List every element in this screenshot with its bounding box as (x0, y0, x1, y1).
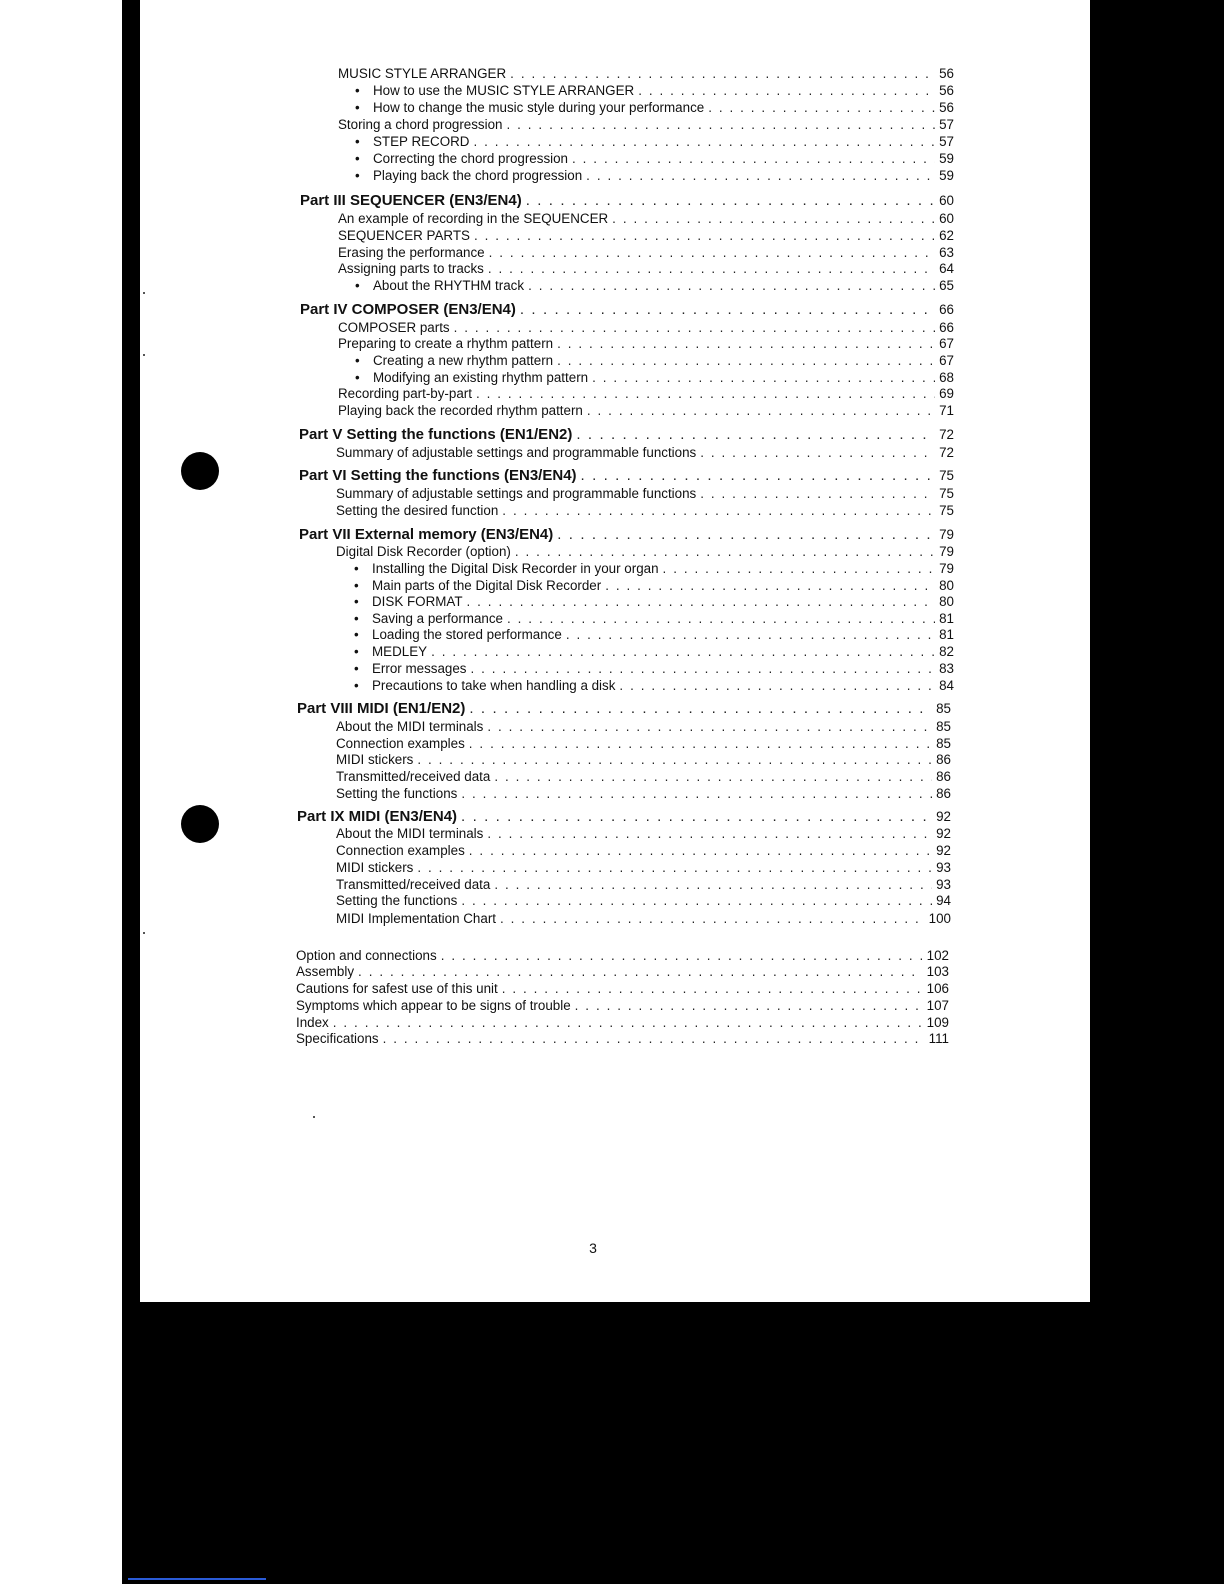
bullet-icon: • (354, 611, 359, 626)
toc-entry-page: 100 (928, 911, 951, 926)
toc-entry-text: MIDI stickers (336, 752, 414, 767)
toc-entry-title (338, 261, 484, 277)
toc-entry-title (338, 386, 472, 402)
toc-entry-text: Transmitted/received data (336, 877, 491, 892)
scan-border-bottom (122, 1302, 1090, 1584)
dot-leader (572, 151, 935, 167)
toc-entry-text: Specifications (296, 1031, 379, 1046)
bullet-icon: • (355, 353, 360, 368)
toc-entry-page: 79 (939, 527, 954, 542)
toc-entry-text: Setting the desired function (336, 503, 499, 518)
toc-entry-text: Main parts of the Digital Disk Recorder (372, 578, 602, 593)
toc-entry-title (336, 736, 465, 752)
toc-entry-text: MUSIC STYLE ARRANGER (338, 66, 507, 81)
toc-bullet-entry[interactable] (355, 134, 954, 150)
toc-entry-page: 85 (936, 701, 951, 716)
toc-entry-page: 66 (939, 320, 954, 335)
toc-entry-text: Summary of adjustable settings and programmable functions (336, 486, 697, 501)
bullet-icon: • (354, 661, 359, 676)
toc-entry-text: Correcting the chord progression (373, 151, 569, 166)
toc-bullet-entry[interactable] (355, 168, 954, 184)
toc-entry-text: MIDI Implementation Chart (336, 911, 497, 926)
dot-leader (708, 100, 935, 116)
toc-entry[interactable] (338, 117, 954, 133)
dot-leader (500, 911, 925, 927)
toc-entry-text: How to use the MUSIC STYLE ARRANGER (373, 83, 635, 98)
toc-bullet-entry[interactable] (354, 561, 954, 577)
toc-entry-page: 107 (926, 998, 949, 1013)
toc-entry-title (355, 151, 568, 167)
toc-entry[interactable] (296, 981, 949, 997)
toc-entry-title (336, 544, 511, 560)
toc-entry-text: Part III SEQUENCER (EN3/EN4) (300, 192, 522, 209)
toc-entry-title (355, 168, 582, 184)
toc-entry-text: About the MIDI terminals (336, 826, 484, 841)
toc-entry-text: COMPOSER parts (338, 320, 450, 335)
toc-entry-text: Setting the functions (336, 893, 458, 908)
toc-entry-title (355, 83, 634, 99)
toc-entry[interactable] (336, 911, 951, 927)
toc-entry[interactable] (296, 964, 949, 980)
bullet-icon: • (355, 151, 360, 166)
toc-entry-text: Loading the stored performance (372, 627, 562, 642)
toc-entry[interactable] (338, 261, 954, 277)
toc-entry-text: STEP RECORD (373, 134, 470, 149)
dot-leader (469, 843, 932, 859)
toc-entry-page: 86 (936, 769, 951, 784)
toc-entry-page: 92 (936, 843, 951, 858)
toc-entry-text: Assembly (296, 964, 355, 979)
toc-entry-page: 92 (936, 809, 951, 824)
dot-leader (700, 486, 935, 502)
dot-leader (576, 426, 935, 444)
toc-entry-title (354, 627, 562, 643)
toc-bullet-entry[interactable] (354, 594, 954, 610)
toc-entry-page: 66 (939, 302, 954, 317)
toc-entry[interactable] (338, 245, 954, 261)
bullet-icon: • (355, 134, 360, 149)
dot-leader (461, 808, 932, 826)
toc-entry-title (297, 700, 465, 718)
toc-entry-text: About the RHYTHM track (373, 278, 525, 293)
toc-entry-page: 72 (939, 427, 954, 442)
dot-leader (441, 948, 923, 964)
toc-entry-title (336, 503, 498, 519)
dot-leader (510, 66, 935, 82)
toc-entry-page: 71 (939, 403, 954, 418)
toc-part-heading[interactable] (297, 808, 951, 826)
toc-entry[interactable] (336, 752, 951, 768)
dot-leader (663, 561, 936, 577)
toc-entry-title (296, 948, 437, 964)
dot-leader (454, 320, 935, 336)
toc-entry-text: Erasing the performance (338, 245, 485, 260)
dot-leader (619, 678, 935, 694)
dot-leader (638, 83, 935, 99)
toc-entry-title (336, 911, 496, 927)
toc-entry-title (354, 561, 659, 577)
toc-entry-page: 83 (939, 661, 954, 676)
dot-leader (528, 278, 935, 294)
toc-entry[interactable] (336, 769, 951, 785)
toc-entry-text: Setting the functions (336, 786, 458, 801)
toc-entry-text: Part V Setting the functions (EN1/EN2) (299, 426, 573, 443)
toc-part-heading[interactable] (300, 301, 954, 319)
toc-entry-text: Digital Disk Recorder (option) (336, 544, 511, 559)
toc-entry-text: Index (296, 1015, 329, 1030)
bullet-icon: • (354, 627, 359, 642)
toc-entry-page: 56 (939, 66, 954, 81)
toc-bullet-entry[interactable] (354, 644, 954, 660)
bullet-icon: • (354, 678, 359, 693)
toc-entry-text: How to change the music style during your performance (373, 100, 705, 115)
toc-entry-title (336, 445, 696, 461)
toc-entry-page: 56 (939, 100, 954, 115)
toc-entry-text: Cautions for safest use of this unit (296, 981, 498, 996)
toc-entry-text: Storing a chord progression (338, 117, 503, 132)
toc-bullet-entry[interactable] (354, 678, 954, 694)
toc-entry[interactable] (338, 320, 954, 336)
toc-part-heading[interactable] (299, 426, 954, 444)
toc-entry-title (300, 301, 516, 319)
toc-entry-page: 79 (939, 544, 954, 559)
toc-entry-page: 59 (939, 151, 954, 166)
toc-entry-title (338, 336, 553, 352)
toc-entry-page: 80 (939, 594, 954, 609)
toc-bullet-entry[interactable] (354, 661, 954, 677)
toc-entry-page: 82 (939, 644, 954, 659)
toc-entry[interactable] (336, 503, 954, 519)
toc-entry-title (336, 843, 465, 859)
toc-entry-title (336, 786, 457, 802)
toc-entry-page: 81 (939, 611, 954, 626)
toc-entry-title (355, 278, 524, 294)
dot-leader (431, 644, 935, 660)
toc-entry-title (299, 467, 577, 485)
toc-entry-text: An example of recording in the SEQUENCER (338, 211, 609, 226)
toc-entry-text: Part VII External memory (EN3/EN4) (299, 526, 554, 543)
toc-entry[interactable] (296, 1015, 949, 1031)
toc-part-heading[interactable] (299, 467, 954, 485)
toc-entry[interactable] (336, 860, 951, 876)
toc-entry-page: 75 (939, 503, 954, 518)
toc-entry-text: Symptoms which appear to be signs of trouble (296, 998, 571, 1013)
dot-leader (417, 860, 932, 876)
toc-entry-title (354, 678, 615, 694)
toc-entry-text: Summary of adjustable settings and programmable functions (336, 445, 697, 460)
toc-entry-title (336, 769, 490, 785)
dot-leader (487, 826, 932, 842)
toc-entry-text: Modifying an existing rhythm pattern (373, 370, 589, 385)
dot-leader (473, 134, 935, 150)
dot-leader (494, 877, 932, 893)
toc-entry-title (354, 578, 601, 594)
bullet-icon: • (354, 578, 359, 593)
toc-bullet-entry[interactable] (355, 353, 954, 369)
toc-entry-text: Playing back the chord progression (373, 168, 583, 183)
toc-entry-page: 85 (936, 719, 951, 734)
toc-entry-title (354, 661, 467, 677)
toc-entry-text: SEQUENCER PARTS (338, 228, 470, 243)
toc-entry-title (336, 752, 413, 768)
dot-leader (557, 353, 935, 369)
toc-entry-text: About the MIDI terminals (336, 719, 484, 734)
toc-entry[interactable] (338, 386, 954, 402)
bullet-icon: • (354, 561, 359, 576)
toc-entry-page: 80 (939, 578, 954, 593)
toc-entry-text: Part IV COMPOSER (EN3/EN4) (300, 301, 516, 318)
toc-part-heading[interactable] (299, 526, 954, 544)
toc-entry-page: 106 (926, 981, 949, 996)
dot-leader (507, 611, 935, 627)
toc-entry-text: Transmitted/received data (336, 769, 491, 784)
toc-entry-title (355, 370, 588, 386)
toc-entry-page: 63 (939, 245, 954, 260)
toc-entry[interactable] (336, 877, 951, 893)
toc-entry-text: DISK FORMAT (372, 594, 463, 609)
dot-leader (526, 192, 935, 210)
toc-entry-text: Creating a new rhythm pattern (373, 353, 554, 368)
toc-entry-page: 72 (939, 445, 954, 460)
dot-leader (592, 370, 935, 386)
toc-entry-page: 79 (939, 561, 954, 576)
toc-entry-page: 86 (936, 752, 951, 767)
toc-entry-page: 94 (936, 893, 951, 908)
toc-bullet-entry[interactable] (355, 370, 954, 386)
dot-leader (612, 211, 935, 227)
toc-entry-title (336, 877, 490, 893)
toc-entry-title (336, 719, 483, 735)
scan-edge-line (128, 1578, 266, 1580)
toc-entry-page: 56 (939, 83, 954, 98)
toc-entry-page: 109 (926, 1015, 949, 1030)
toc-entry-text: Option and connections (296, 948, 437, 963)
toc-entry-page: 111 (928, 1031, 949, 1046)
toc-entry[interactable] (338, 211, 954, 227)
dot-leader (557, 526, 935, 544)
toc-entry-text: Error messages (372, 661, 467, 676)
toc-entry-title (296, 1015, 329, 1031)
toc-entry-page: 64 (939, 261, 954, 276)
dot-leader (566, 627, 935, 643)
dot-leader (605, 578, 935, 594)
bullet-icon: • (355, 370, 360, 385)
toc-entry[interactable] (336, 544, 954, 560)
toc-entry-page: 103 (926, 964, 949, 979)
toc-entry[interactable] (336, 893, 951, 909)
toc-bullet-entry[interactable] (355, 83, 954, 99)
toc-entry-page: 60 (939, 193, 954, 208)
dot-leader (488, 261, 935, 277)
toc-entry[interactable] (296, 998, 949, 1014)
page-number: 3 (589, 1240, 597, 1256)
toc-entry-page: 68 (939, 370, 954, 385)
toc-entry-page: 65 (939, 278, 954, 293)
dot-leader (469, 700, 932, 718)
dot-leader (333, 1015, 923, 1031)
toc-entry-title (336, 860, 413, 876)
toc-entry[interactable] (336, 786, 951, 802)
toc-entry-text: Installing the Digital Disk Recorder in your organ (372, 561, 659, 576)
toc-entry-text: Part IX MIDI (EN3/EN4) (297, 808, 458, 825)
toc-entry-title (338, 66, 506, 82)
toc-entry-page: 67 (939, 336, 954, 351)
toc-entry-title (297, 808, 457, 826)
dot-leader (487, 719, 932, 735)
bullet-icon: • (355, 100, 360, 115)
toc-entry-page: 92 (936, 826, 951, 841)
toc-bullet-entry[interactable] (354, 611, 954, 627)
toc-entry-title (355, 134, 469, 150)
toc-entry-page: 57 (939, 117, 954, 132)
dot-leader (507, 117, 936, 133)
toc-entry-title (336, 826, 483, 842)
toc-entry-text: Saving a performance (372, 611, 504, 626)
dot-leader (515, 544, 935, 560)
toc-entry-page: 93 (936, 860, 951, 875)
toc-entry-title (338, 320, 450, 336)
dot-leader (700, 445, 935, 461)
dot-leader (502, 503, 935, 519)
toc-entry-page: 84 (939, 678, 954, 693)
toc-entry-text: Precautions to take when handling a disk (372, 678, 616, 693)
toc-entry-page: 62 (939, 228, 954, 243)
toc-entry-title (338, 228, 470, 244)
toc-entry[interactable] (338, 403, 954, 419)
dot-leader (474, 228, 935, 244)
toc-entry-title (299, 526, 553, 544)
toc-entry[interactable] (336, 843, 951, 859)
toc-entry-text: Recording part-by-part (338, 386, 472, 401)
toc-bullet-entry[interactable] (355, 278, 954, 294)
toc-entry-title (336, 893, 457, 909)
toc-entry[interactable] (296, 948, 949, 964)
toc-entry-text: MIDI stickers (336, 860, 414, 875)
dot-leader (494, 769, 932, 785)
toc-entry-title (355, 100, 704, 116)
dot-leader (520, 301, 935, 319)
toc-entry-text: Assigning parts to tracks (338, 261, 484, 276)
dot-leader (469, 736, 932, 752)
toc-entry-text: Connection examples (336, 736, 465, 751)
toc-bullet-entry[interactable] (355, 100, 954, 116)
toc-bullet-entry[interactable] (354, 578, 954, 594)
toc-entry-title (296, 981, 498, 997)
toc-entry[interactable] (338, 228, 954, 244)
toc-entry-title (299, 426, 572, 444)
toc-entry[interactable] (336, 736, 951, 752)
toc-entry-page: 57 (939, 134, 954, 149)
toc-entry-title (296, 964, 354, 980)
toc-entry-page: 102 (926, 948, 949, 963)
toc-entry-title (338, 245, 485, 261)
bullet-icon: • (354, 594, 359, 609)
toc-entry-title (338, 117, 503, 133)
dot-leader (489, 245, 935, 261)
toc-bullet-entry[interactable] (354, 627, 954, 643)
dot-leader (417, 752, 932, 768)
toc-entry-text: Part VI Setting the functions (EN3/EN4) (299, 467, 577, 484)
toc-entry[interactable] (336, 486, 954, 502)
toc-entry-text: Part VIII MIDI (EN1/EN2) (297, 700, 466, 717)
toc-entry-page: 69 (939, 386, 954, 401)
toc-entry-page: 75 (939, 486, 954, 501)
toc-entry-title (354, 611, 503, 627)
bullet-icon: • (355, 83, 360, 98)
toc-entry-page: 75 (939, 468, 954, 483)
dot-leader (557, 336, 935, 352)
toc-entry-text: Preparing to create a rhythm pattern (338, 336, 554, 351)
toc-entry-title (354, 594, 463, 610)
dot-leader (581, 467, 936, 485)
dot-leader (461, 786, 932, 802)
bullet-icon: • (354, 644, 359, 659)
toc-entry-page: 86 (936, 786, 951, 801)
toc-entry[interactable] (336, 445, 954, 461)
dot-leader (575, 998, 923, 1014)
toc-entry-title (300, 192, 522, 210)
bullet-icon: • (355, 168, 360, 183)
toc-entry-text: Connection examples (336, 843, 465, 858)
dot-leader (358, 964, 923, 980)
toc-entry-text: Playing back the recorded rhythm pattern (338, 403, 583, 418)
bullet-icon: • (355, 278, 360, 293)
toc-part-heading[interactable] (300, 192, 954, 210)
toc-entry[interactable] (336, 719, 951, 735)
toc-entry-title (296, 998, 571, 1014)
toc-entry[interactable] (338, 66, 954, 82)
toc-entry[interactable] (338, 336, 954, 352)
toc-entry-title (355, 353, 553, 369)
toc-part-heading[interactable] (297, 700, 951, 718)
dot-leader (383, 1031, 925, 1047)
toc-entry-title (354, 644, 427, 660)
toc-entry-title (338, 211, 608, 227)
dot-leader (476, 386, 935, 402)
dot-leader (502, 981, 923, 997)
toc-entry-title (296, 1031, 379, 1047)
toc-entry-page: 85 (936, 736, 951, 751)
toc-entry-title (336, 486, 696, 502)
toc-entry-page: 81 (939, 627, 954, 642)
toc-entry-page: 93 (936, 877, 951, 892)
dot-leader (587, 403, 935, 419)
toc-entry[interactable] (296, 1031, 949, 1047)
dot-leader (471, 661, 936, 677)
toc-bullet-entry[interactable] (355, 151, 954, 167)
toc-entry-text: MEDLEY (372, 644, 428, 659)
toc-entry[interactable] (336, 826, 951, 842)
dot-leader (467, 594, 936, 610)
toc-entry-page: 60 (939, 211, 954, 226)
dot-leader (586, 168, 935, 184)
toc-entry-page: 67 (939, 353, 954, 368)
toc-entry-title (338, 403, 583, 419)
toc-entry-page: 59 (939, 168, 954, 183)
dot-leader (461, 893, 932, 909)
